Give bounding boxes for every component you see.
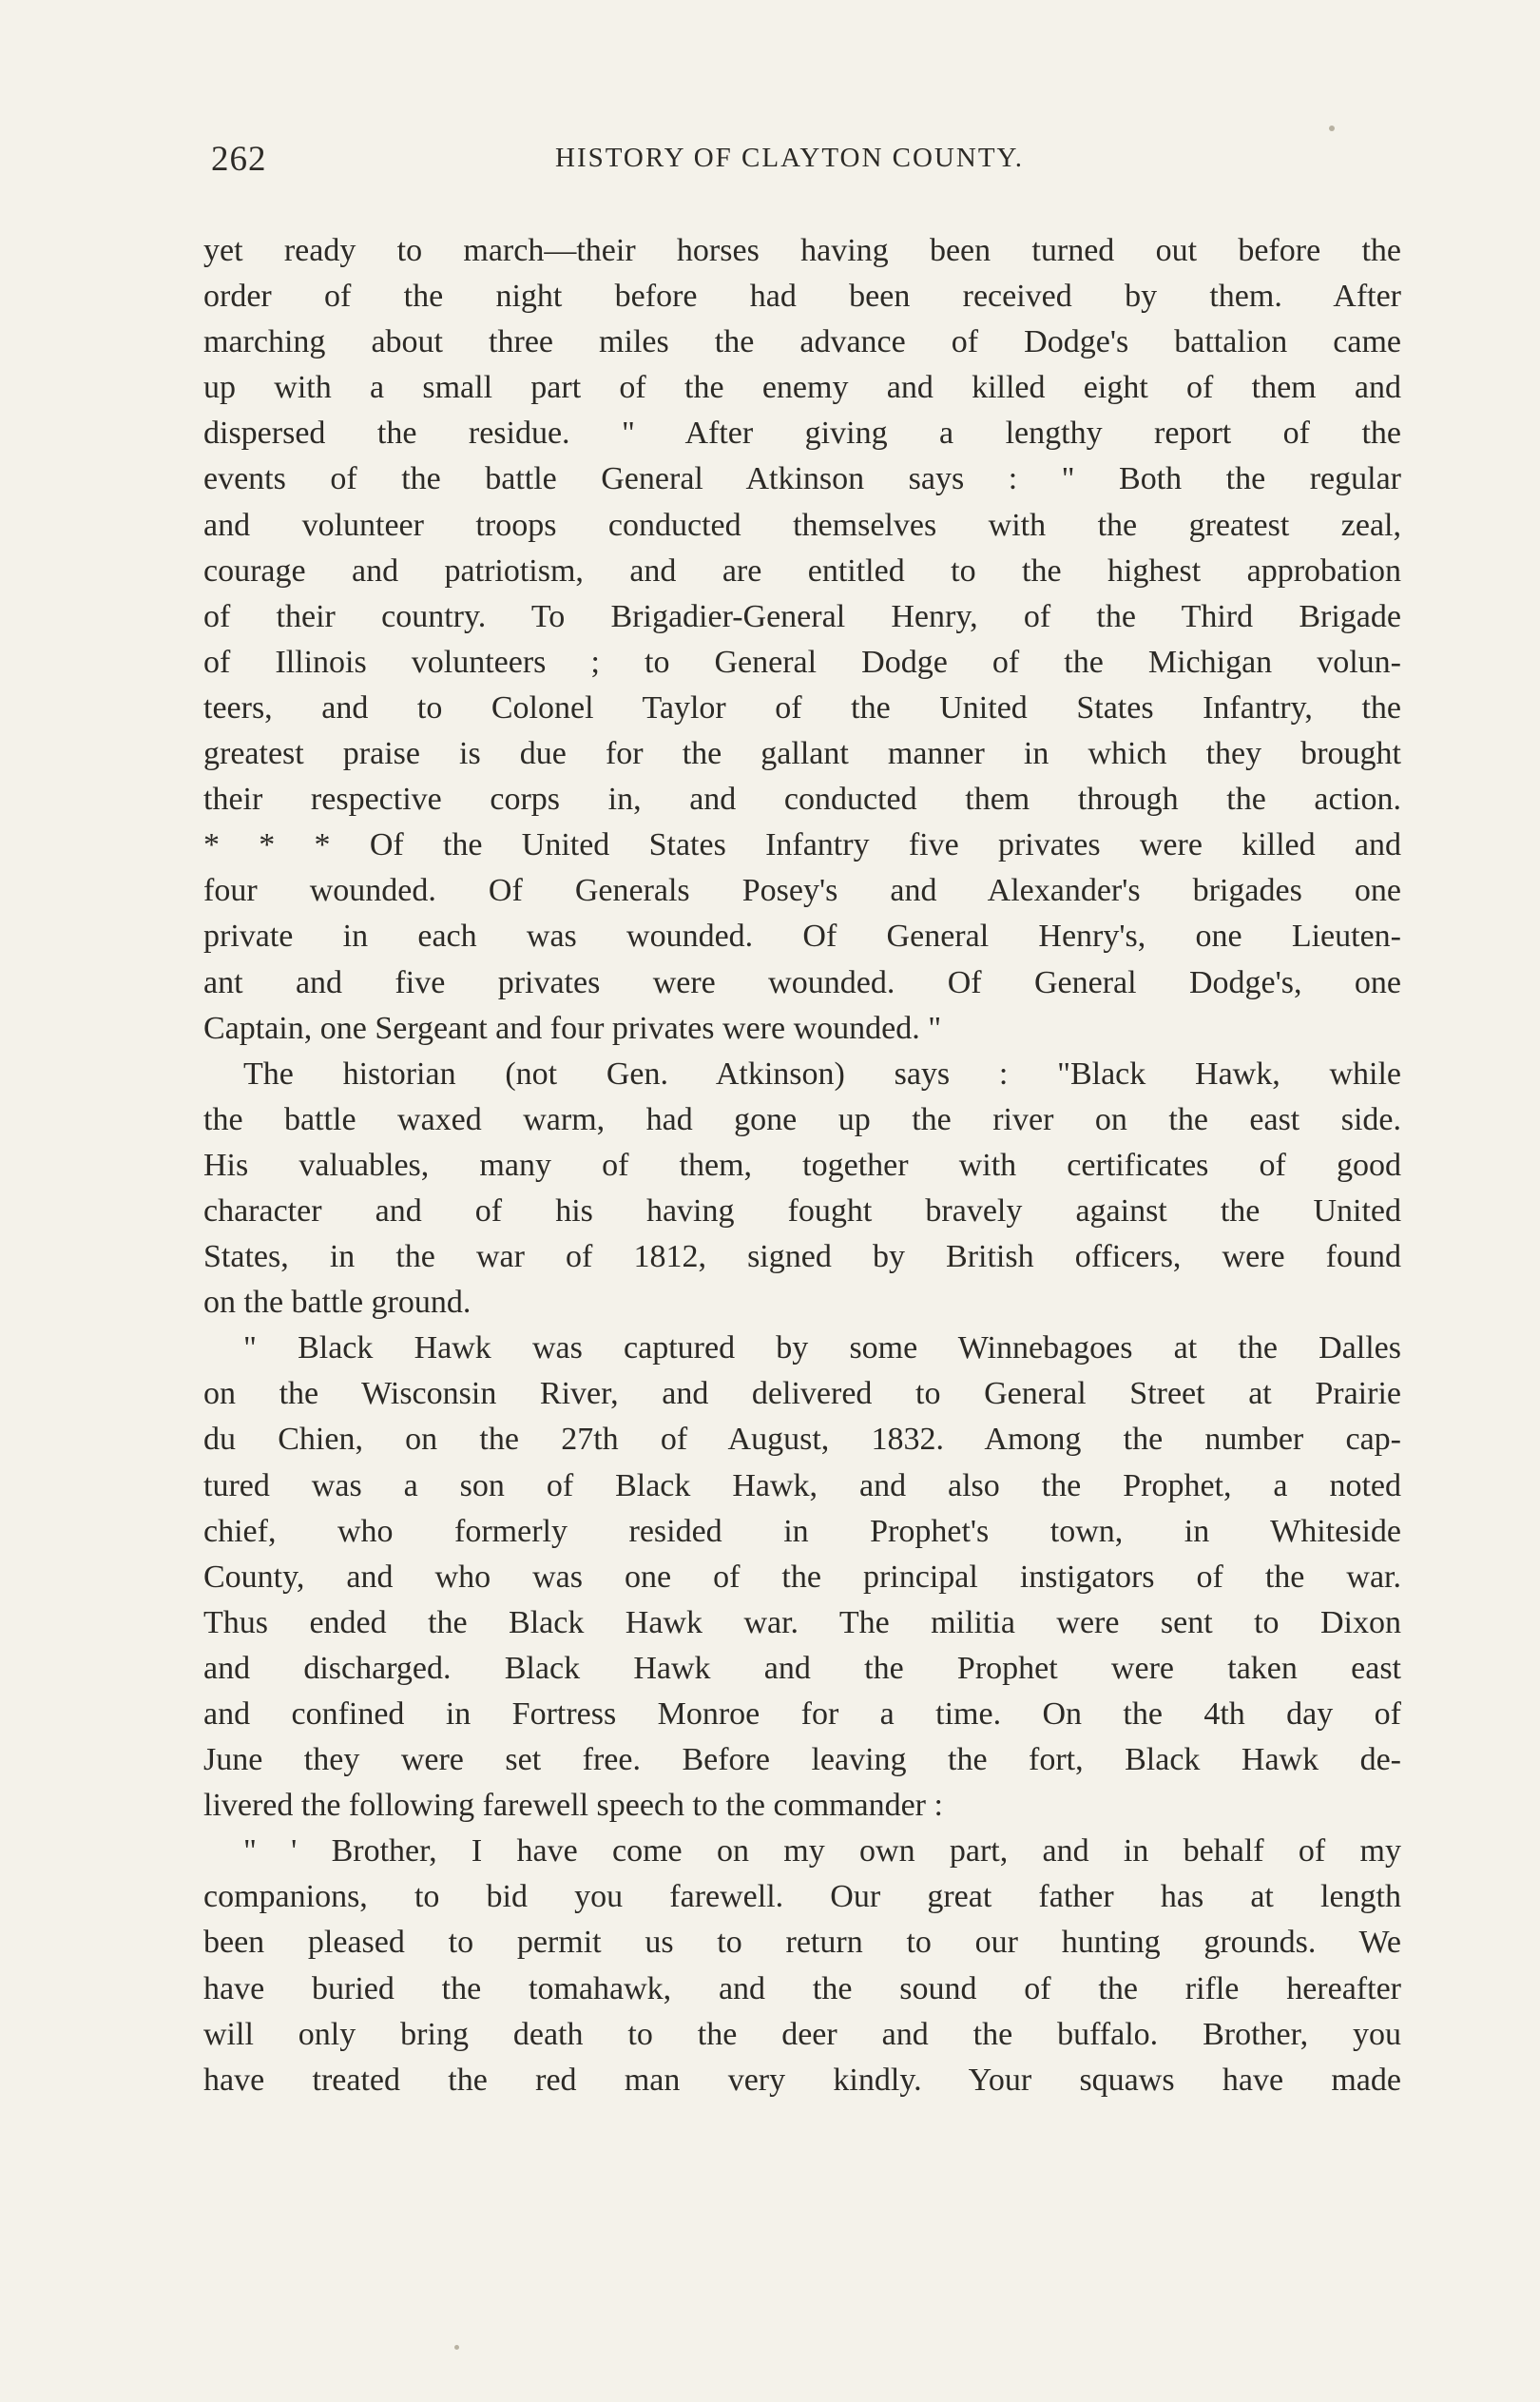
- text-line: order of the night before had been received by them. After: [203, 279, 1401, 315]
- text-line: County, and who was one of the principal instigators of the war.: [203, 1559, 1401, 1595]
- paper-speck: [454, 2345, 459, 2350]
- text-line: States, in the war of 1812, signed by British officers, were found: [203, 1239, 1401, 1275]
- text-line: yet ready to march—their horses having been turned out before the: [203, 233, 1401, 268]
- text-line: private in each was wounded. Of General Henry's, one Lieuten-: [203, 919, 1401, 955]
- text-line: greatest praise is due for the gallant manner in which they brought: [203, 736, 1401, 772]
- page-number: 262: [211, 140, 267, 179]
- text-line: livered the following farewell speech to the commander :: [203, 1788, 943, 1824]
- paper-speck: [1329, 126, 1335, 131]
- text-line: marching about three miles the advance of Dodge's battalion came: [203, 324, 1401, 360]
- text-line: courage and patriotism, and are entitled to the highest approbation: [203, 552, 1401, 589]
- text-line: of their country. To Brigadier-General Henry, of the Third Brigade: [203, 598, 1401, 634]
- text-line: June they were set free. Before leaving the fort, Black Hawk de-: [203, 1742, 1401, 1778]
- text-line: Captain, one Sergeant and four privates were wounded. ": [203, 1010, 942, 1046]
- text-line: have buried the tomahawk, and the sound of the rifle hereafter: [203, 1970, 1401, 2006]
- body-text: [203, 228, 1401, 2103]
- text-line: dispersed the residue. " After giving a lengthy report of the: [203, 416, 1401, 452]
- text-line: The historian (not Gen. Atkinson) says : "Black Hawk, while: [243, 1056, 1401, 1092]
- text-line: and volunteer troops conducted themselves with the greatest zeal,: [203, 507, 1401, 543]
- text-line: events of the battle General Atkinson says : " Both the regular: [203, 461, 1401, 497]
- text-line: of Illinois volunteers ; to General Dodge of the Michigan volun-: [203, 644, 1401, 680]
- text-line: teers, and to Colonel Taylor of the United States Infantry, the: [203, 689, 1401, 726]
- text-line: on the battle ground.: [203, 1285, 472, 1321]
- text-line: and discharged. Black Hawk and the Prophet were taken east: [203, 1650, 1401, 1686]
- text-line: " Black Hawk was captured by some Winnebagoes at the Dalles: [243, 1330, 1401, 1366]
- text-line: character and of his having fought bravely against the United: [203, 1192, 1401, 1229]
- text-line: * * * Of the United States Infantry five privates were killed and: [203, 827, 1401, 863]
- running-title: HISTORY OF CLAYTON COUNTY.: [555, 143, 1024, 173]
- text-line: companions, to bid you farewell. Our great father has at length: [203, 1879, 1401, 1915]
- text-line: their respective corps in, and conducted them through the action.: [203, 782, 1401, 818]
- text-line: will only bring death to the deer and the buffalo. Brother, you: [203, 2016, 1401, 2052]
- text-line: up with a small part of the enemy and killed eight of them and: [203, 370, 1401, 406]
- text-line: His valuables, many of them, together with certificates of good: [203, 1147, 1401, 1183]
- text-line: the battle waxed warm, had gone up the river on the east side.: [203, 1101, 1401, 1137]
- text-line: and confined in Fortress Monroe for a time. On the 4th day of: [203, 1696, 1401, 1732]
- text-line: chief, who formerly resided in Prophet's town, in Whiteside: [203, 1513, 1401, 1549]
- text-line: on the Wisconsin River, and delivered to General Street at Prairie: [203, 1376, 1401, 1412]
- text-line: Thus ended the Black Hawk war. The militia were sent to Dixon: [203, 1604, 1401, 1640]
- page-header: [211, 139, 1390, 177]
- text-line: " ' Brother, I have come on my own part, and in behalf of my: [243, 1833, 1401, 1869]
- text-line: du Chien, on the 27th of August, 1832. Among the number cap-: [203, 1422, 1401, 1458]
- text-line: have treated the red man very kindly. Your squaws have made: [203, 2062, 1401, 2098]
- text-line: ant and five privates were wounded. Of General Dodge's, one: [203, 964, 1401, 1000]
- text-line: been pleased to permit us to return to our hunting grounds. We: [203, 1925, 1401, 1961]
- text-line: tured was a son of Black Hawk, and also the Prophet, a noted: [203, 1467, 1401, 1503]
- text-line: four wounded. Of Generals Posey's and Alexander's brigades one: [203, 873, 1401, 909]
